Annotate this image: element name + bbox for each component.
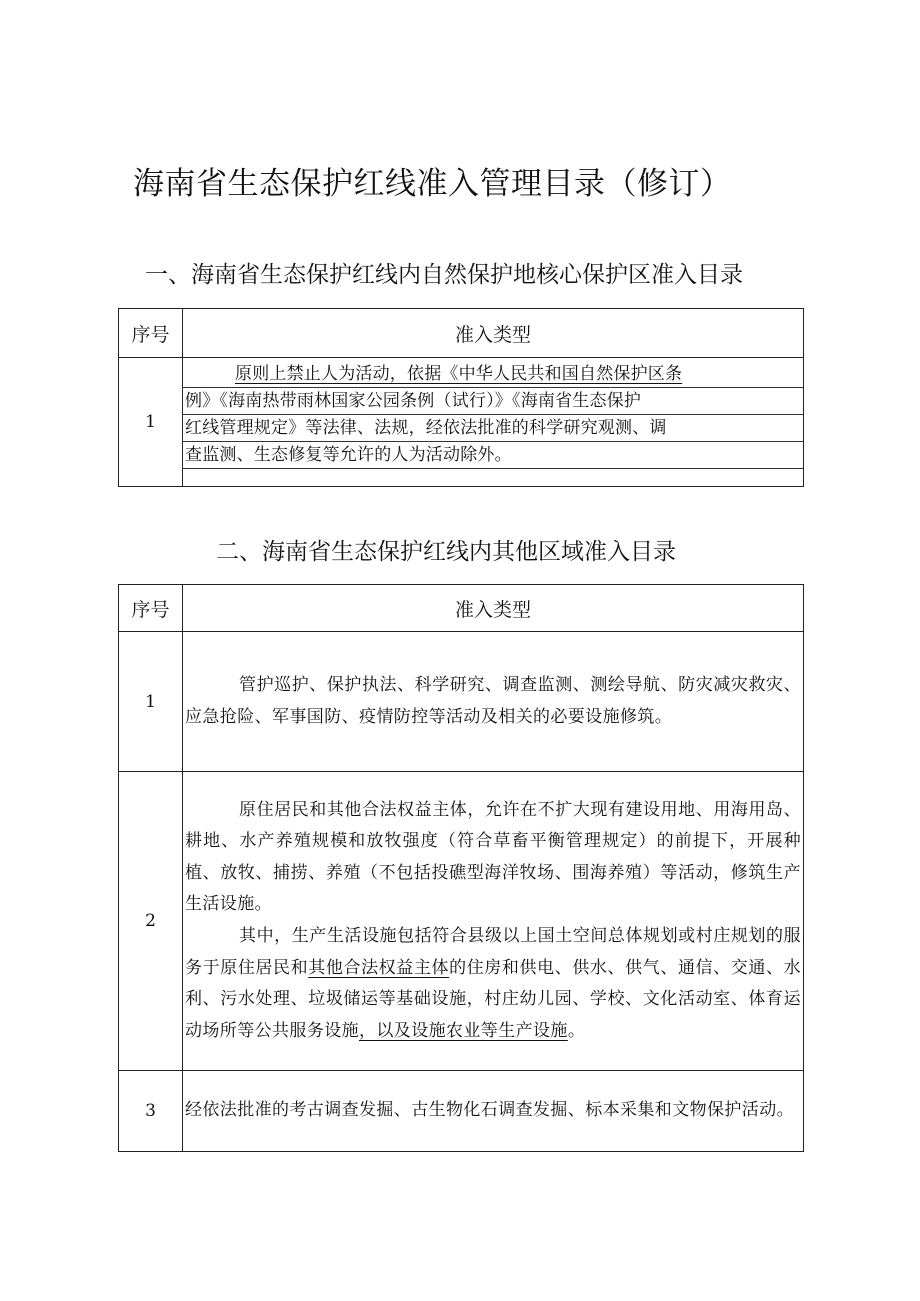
row-text: 管护巡护、保护执法、科学研究、调查监测、测绘导航、防灾减灾救灾、应急抢险、军事国防、疫情防控等活动及相关的必要设施修筑。 [185, 674, 801, 727]
table-header-row [119, 309, 804, 358]
section-2-heading: 二、海南省生态保护红线内其他区域准入目录 [216, 539, 676, 565]
document-title: 海南省生态保护红线准入管理目录（修订） [133, 166, 732, 202]
row-content [183, 1071, 804, 1152]
row-content [183, 358, 804, 487]
header-access-type: 准入类型 [183, 309, 804, 358]
header-serial-number: 序号 [119, 309, 183, 358]
table-row [119, 772, 804, 1071]
underlined-text: 其他合法权益主体 [308, 957, 450, 978]
row-number: 3 [119, 1071, 183, 1152]
table-row [119, 1071, 804, 1152]
header-access-type: 准入类型 [183, 585, 804, 632]
table-row [119, 632, 804, 772]
empty-line [183, 469, 803, 486]
row-content [183, 632, 804, 772]
core-zone-table [118, 308, 804, 487]
content-line: 查监测、生态修复等允许的人为活动除外。 [183, 442, 803, 469]
row-number: 1 [119, 358, 183, 487]
other-zone-table [118, 584, 804, 1152]
row-paragraph: 其中，生产生活设施包括符合县级以上国土空间总体规划或村庄规划的服务于原住居民和其他合法权益主体的住房和供电、供水、供气、通信、交通、水利、污水处理、垃圾储运等基础设施，村庄幼儿园、学校、文化活动室、体育运动场所等公共服务设施，以及设施农业等生产设施。 [185, 926, 801, 1041]
content-line: 例》《海南热带雨林国家公园条例（试行）》《海南省生态保护 [183, 388, 803, 415]
row-text: 经依法批准的考古调查发掘、古生物化石调查发掘、标本采集和文物保护活动。 [185, 1100, 794, 1121]
header-serial-number: 序号 [119, 585, 183, 632]
content-line: 原则上禁止人为活动，依据《中华人民共和国自然保护区条 [183, 358, 803, 388]
content-line: 红线管理规定》等法律、法规，经依法批准的科学研究观测、调 [183, 415, 803, 442]
table-header-row [119, 585, 804, 632]
row-number: 1 [119, 632, 183, 772]
row-paragraph: 原住居民和其他合法权益主体，允许在不扩大现有建设用地、用海用岛、耕地、水产养殖规模和放牧强度（符合草畜平衡管理规定）的前提下，开展种植、放牧、捕捞、养殖（不包括投礁型海洋牧场、围海养殖）等活动，修筑生产生活设施。 [185, 799, 801, 915]
table-row [119, 358, 804, 487]
section-1-heading: 一、海南省生态保护红线内自然保护地核心保护区准入目录 [145, 262, 743, 288]
row-number: 2 [119, 772, 183, 1071]
underlined-text: ，以及设施农业等生产设施 [359, 1020, 568, 1041]
row-content [183, 772, 804, 1071]
